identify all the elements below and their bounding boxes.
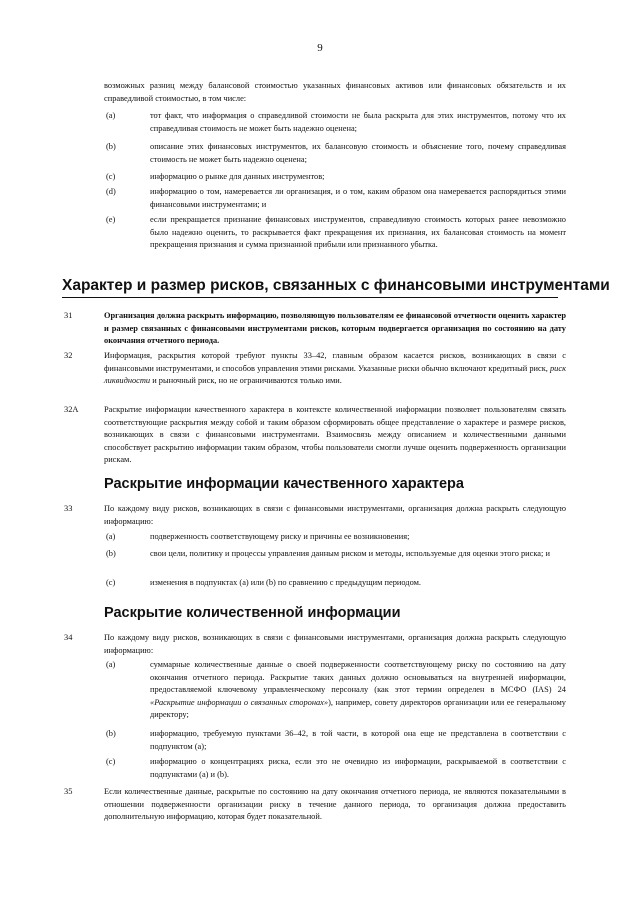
section-heading-qualitative: Раскрытие информации качественного характера xyxy=(104,476,464,492)
paragraph-number: 32 xyxy=(64,351,73,360)
paragraph-34: По каждому виду рисков, возникающих в связи с финансовыми инструментами, организация должна раскрыть следующую информацию: xyxy=(104,633,566,655)
list-item-text: описание этих финансовых инструментов, их балансовую стоимость и объяснение того, почему справедливая стоимость не может быть надежно оценена; xyxy=(150,142,566,164)
list-item-label: (a) xyxy=(106,660,116,669)
paragraph-number: 35 xyxy=(64,787,73,796)
list-item-text: информацию, требуемую пунктами 36–42, в той части, в которой она еще не представлена в соответствии с подпунктом (a); xyxy=(150,729,566,751)
paragraph-31: Организация должна раскрыть информацию, позволяющую пользователям ее финансовой отчетности оценить характер и размер связанных с финансовыми инструментами рисков, которым подвергается организация по состоянию на дату окончания отчетного периода. xyxy=(104,311,566,346)
list-item-text: если прекращается признание финансовых инструментов, справедливую стоимость которых ранее невозможно было надежно оценить, то раскрывается факт прекращения их признания, их балансовая стоимость на момент прекращения признания и сумма признанной прибыли или признанного убытка. xyxy=(150,215,566,250)
list-item-text: информацию о том, намеревается ли организация, и о том, каким образом она намеревается распорядиться этими финансовыми инструментами; и xyxy=(150,187,566,209)
list-item-text: свои цели, политику и процессы управления данным риском и методы, используемые для оценки этого риска; и xyxy=(150,549,550,558)
section-heading-quantitative: Раскрытие количественной информации xyxy=(104,605,401,621)
list-item-label: (d) xyxy=(106,187,116,196)
paragraph-number: 33 xyxy=(64,504,73,513)
list-item-label: (c) xyxy=(106,757,116,766)
list-item-text: подверженность соответствующему риску и причины ее возникновения; xyxy=(150,532,410,541)
paragraph-32 xyxy=(104,350,566,388)
paragraph-33: По каждому виду рисков, возникающих в связи с финансовыми инструментами, организация должна раскрыть следующую информацию: xyxy=(104,504,566,526)
paragraph-35: Если количественные данные, раскрытые по состоянию на дату окончания отчетного периода, не являются показательными в отношении подверженности организации риску в течение данного периода, то организация должна предоставить дополнительную информацию, которая будет показательной. xyxy=(104,787,566,822)
paragraph-number: 34 xyxy=(64,633,73,642)
paragraph-32-text-b: и рыночный риск, но не ограничиваются только ими. xyxy=(150,376,342,386)
paragraph-32a: Раскрытие информации качественного характера в контексте количественной информации позволяет пользователям связать соответствующие раскрытия между собой и таким образом сформировать общее представление о характере и размере рисков, возникающих в связи с финансовыми инструментами. Взаимосвязь между описанием и количественными данными способствует раскрытию информации таким образом, чтобы пользователи смогли лучше оценить подверженность организации рискам. xyxy=(104,405,566,465)
item-a-text-a: суммарные количественные данные о своей подверженности соответствующему риску по состоянию на дату окончания отчетного периода. Раскрытие таких данных должно основываться на внутренней информации, предоставляемой ключевому управленческому персоналу (как этот термин определен в МСФО (IAS) 24 xyxy=(150,660,566,695)
paragraph-32-italic: риск ликвидности xyxy=(104,363,566,386)
list-item-label: (a) xyxy=(106,111,116,120)
item-a-italic: «Раскрытие информации о связанных сторонах» xyxy=(150,697,329,707)
paragraph-number: 32A xyxy=(64,405,79,414)
list-item-label: (b) xyxy=(106,549,116,558)
list-item-text: тот факт, что информация о справедливой стоимости не была раскрыта для этих инструментов, потому что их справедливая стоимость не может быть надежно оценена; xyxy=(150,111,566,133)
list-item-label: (e) xyxy=(106,215,116,224)
paragraph-number: 31 xyxy=(64,311,73,320)
page-number: 9 xyxy=(317,42,323,54)
paragraph-32-text-a: Информация, раскрытия которой требуют пункты 33–42, главным образом касается рисков, возникающих в связи с финансовыми инструментами, и способов управления этими рисками. Указанные риски обычно включают кредитный риск, xyxy=(104,351,566,373)
list-item-text: изменения в подпунктах (a) или (b) по сравнению с предыдущим периодом. xyxy=(150,578,421,587)
list-item-label: (a) xyxy=(106,532,116,541)
item-a-text-b: ), например, совету директоров организации или ее генеральному директору; xyxy=(150,697,566,720)
list-item-label: (b) xyxy=(106,729,116,738)
list-item-text: информацию о рынке для данных инструментов; xyxy=(150,172,325,181)
list-item-label: (c) xyxy=(106,172,116,181)
section-heading-risks: Характер и размер рисков, связанных с финансовыми инструментами xyxy=(62,277,558,298)
intro-paragraph: возможных разниц между балансовой стоимостью указанных финансовых активов или финансовых обязательств и их справедливой стоимостью, в том числе: xyxy=(104,81,566,103)
list-item-label: (b) xyxy=(106,142,116,151)
list-item-text: информацию о концентрациях риска, если это не очевидно из информации, раскрываемой в соответствии с подпунктами (a) и (b). xyxy=(150,757,566,779)
list-item-label: (c) xyxy=(106,578,116,587)
list-item-text xyxy=(150,659,566,722)
